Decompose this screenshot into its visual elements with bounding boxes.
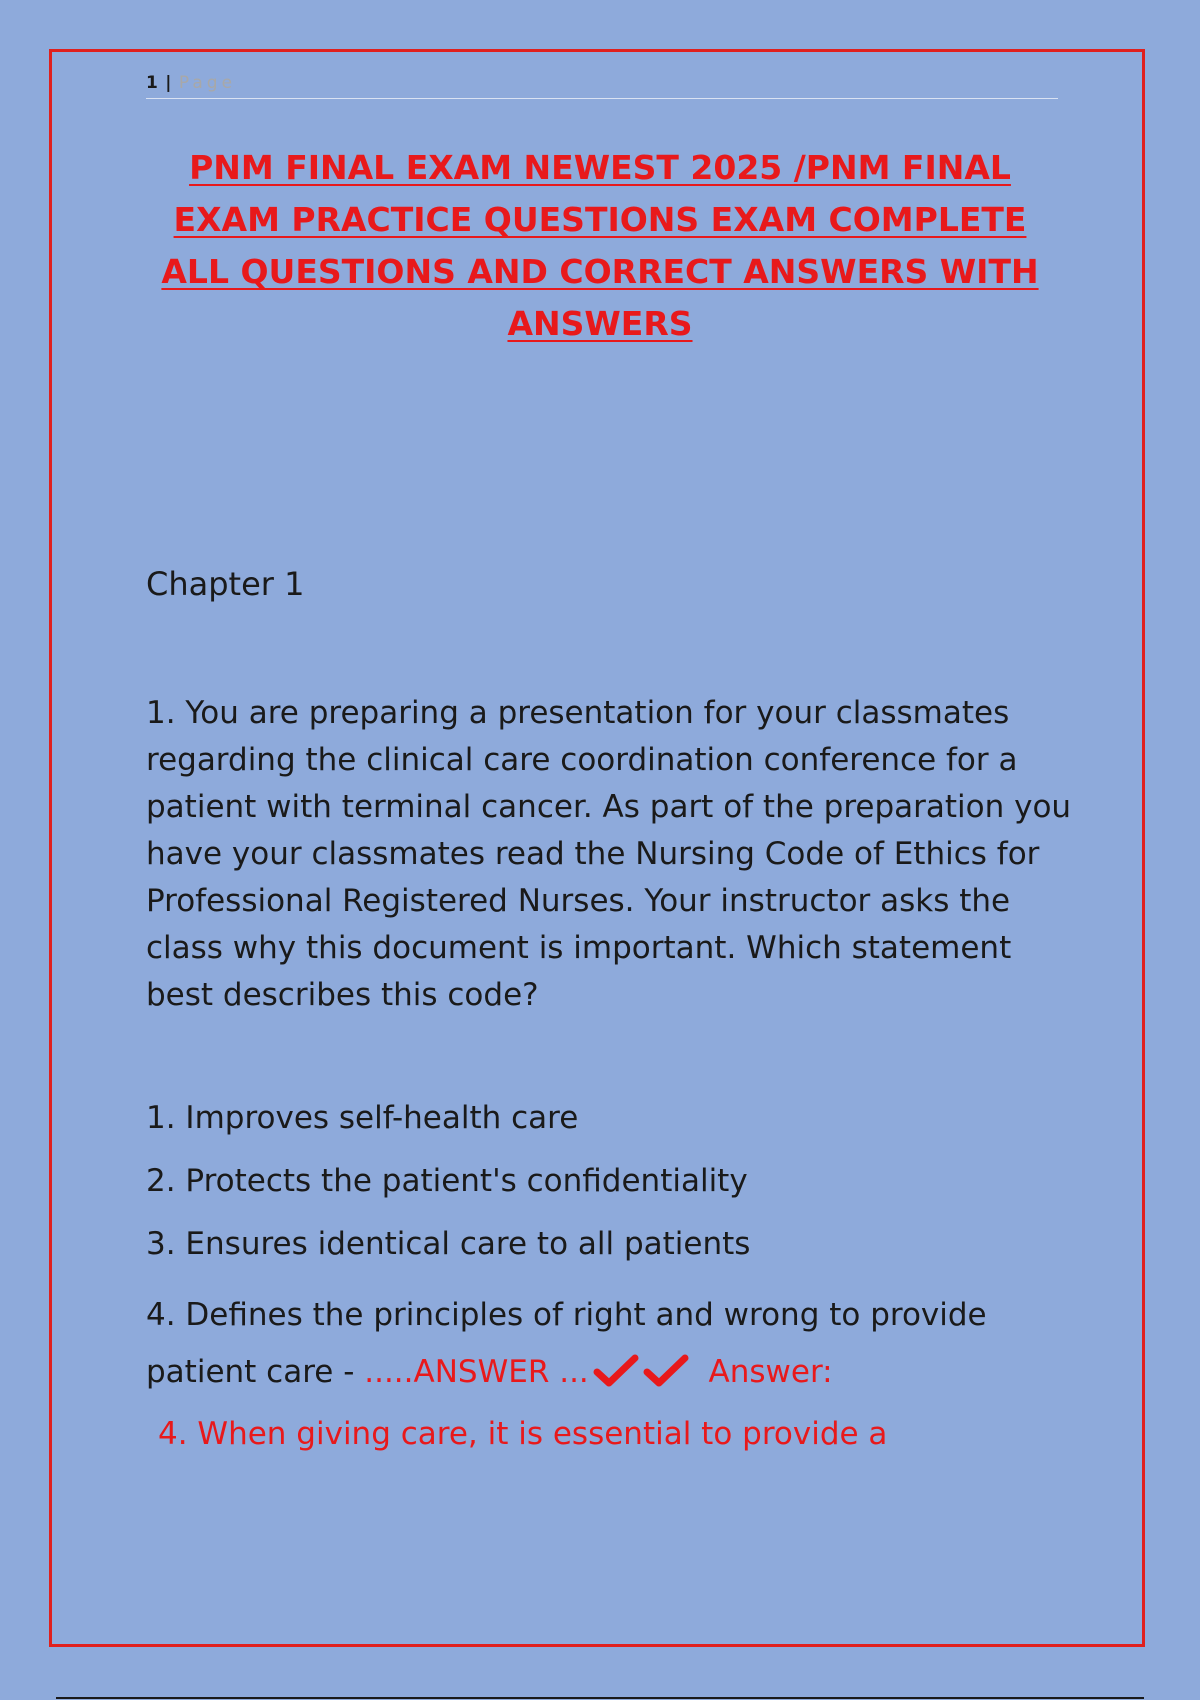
page-separator: | <box>165 73 172 93</box>
document-title: PNM FINAL EXAM NEWEST 2025 /PNM FINAL EXAM PRACTICE QUESTIONS EXAM COMPLETE ALL QUESTIONS AND CORRECT ANSWERS WITH ANSWERS <box>161 148 1039 343</box>
check-icon <box>593 1354 639 1388</box>
question-text: 1. You are preparing a presentation for your classmates regarding the clinical care coordination conference for a patient with terminal cancer. As part of the preparation you have your classmates read the Nursing Code of Ethics for Professional Registered Nurses. Your instructor asks the class why this document is important. Which statement best describes this code? <box>146 695 1072 1013</box>
page-number: 1 <box>146 73 158 93</box>
chapter-heading: Chapter 1 <box>146 565 305 603</box>
answer-explanation: 4. When giving care, it is essential to provide a <box>158 1416 888 1452</box>
bottom-rule <box>56 1697 1144 1699</box>
answer-label: Answer: <box>708 1354 833 1390</box>
option-4 <box>146 1287 1076 1401</box>
option-1: 1. Improves self-health care <box>146 1100 579 1136</box>
answer-marker: .....ANSWER ... <box>364 1354 589 1390</box>
option-4-text: 4. Defines the principles of right and wrong to provide patient care - <box>146 1297 987 1390</box>
answer-options <box>146 1098 1076 1424</box>
option-2: 2. Protects the patient's confidentiality <box>146 1163 748 1199</box>
page-word: Page <box>178 73 237 93</box>
option-3: 3. Ensures identical care to all patients <box>146 1226 751 1262</box>
check-icon <box>643 1354 689 1388</box>
page-header <box>146 72 1058 99</box>
